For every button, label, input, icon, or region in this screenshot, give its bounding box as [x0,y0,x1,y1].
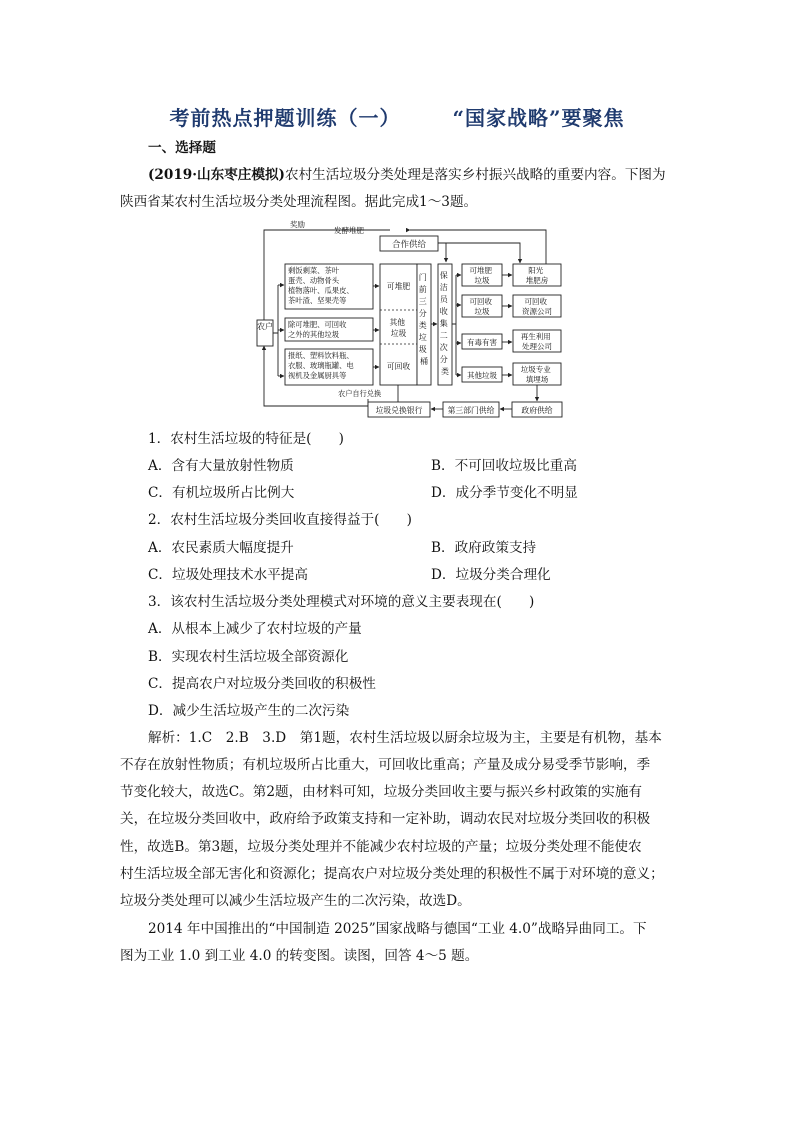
question-1-option-a: A．含有大量放射性物质 [148,458,294,474]
source-box-other-text: 除可堆肥、可回收 之外的其他垃圾 [288,320,347,339]
question-1-option-d: D．成分季节变化不明显 [431,485,578,501]
question-1-stem: 1．农村生活垃圾的特征是( ) [148,431,344,447]
dest-resource-label: 可回收 资源公司 [522,297,552,316]
analysis-line-7: 垃圾分类处理可以减少生活垃圾产生的二次污染，故选D。 [120,893,471,909]
source-box-recyclable-text: 报纸、塑料饮料瓶、 衣服、玻璃瓶罐、电 视机及金属厨具等 [288,351,354,380]
intro-line-2: 陕西省某农村生活垃圾分类处理流程图。据此完成1～3题。 [120,194,478,210]
analysis-line-2: 不存在放射性物质；有机垃圾所占比重大，可回收比重高；产量及成分易受季节影响，季 [120,757,651,773]
title-left: 考前热点押题训练（一） [169,106,401,130]
cat-compostable-label: 可堆肥 垃圾 [469,266,493,285]
dest-recycle-label: 再生利用 处理公司 [520,332,552,351]
question-2-option-c: C．垃圾处理技术水平提高 [148,567,308,583]
dest-landfill-label: 垃圾专业 填埋场 [520,365,551,384]
source-box-organic-text: 剩饭剩菜、茶叶 蛋壳、动物骨头 植物落叶、瓜果皮、 茶叶渣、坚果壳等 [288,266,354,305]
question-1-option-b: B．不可回收垃圾比重高 [431,458,577,474]
question-2-stem: 2．农村生活垃圾分类回收直接得益于( ) [148,512,412,528]
analysis-label: 解析： [148,730,189,746]
cat-other-label: 其他垃圾 [467,371,497,380]
question-3-option-d: D．减少生活垃圾产生的二次污染 [148,703,350,719]
award-label: 奖励 [290,220,305,229]
question-3-stem: 3．该农村生活垃圾分类处理模式对环境的意义主要表现在( ) [148,594,535,610]
third-party-label: 第三部门供给 [447,406,495,415]
bin-recyclable-label: 可回收 [386,362,411,371]
intro-line-1: (2019·山东枣庄模拟)农村生活垃圾分类处理是落实乡村振兴战略的重要内容。下图为 [148,167,666,183]
bin-other-label: 其他 垃圾 [389,318,407,338]
question-2-option-d: D．垃圾分类合理化 [431,567,551,583]
door-bins-label: 门 前 三 分 类 垃 圾 桶 [418,273,428,366]
farmer-label: 农户 [257,322,273,331]
analysis-line-1: 解析：1.C 2.B 3.D 第1题，农村生活垃圾以厨余垃圾为主，主要是有机物，基本 [148,730,662,746]
garbage-bank-label: 垃圾兑换银行 [375,406,423,415]
analysis-line-4: 关，在垃圾分类回收中，政府给予政策支持和一定补助，调动农民对垃圾分类回收的积极 [120,811,651,827]
next-intro-line-2: 图为工业 1.0 到工业 4.0 的转变图。读图，回答 4～5 题。 [120,948,479,964]
question-2-option-b: B．政府政策支持 [431,540,537,556]
question-3-option-c: C．提高农户对垃圾分类回收的积极性 [148,676,376,692]
cat-recyclable-label: 可回收 垃圾 [469,297,493,316]
analysis-line-6: 村生活垃圾全部无害化和资源化；提高农户对垃圾分类处理的积极性不属于对环境的意义； [120,866,664,882]
question-2-option-a: A．农民素质大幅度提升 [148,540,294,556]
question-3-option-a: A．从根本上减少了农村垃圾的产量 [148,621,362,637]
garbage-flow-diagram [250,218,570,422]
dest-solar-label: 阳光 堆肥房 [525,266,549,285]
farmer-exchange-label: 农户自行兑换 [338,389,382,398]
question-1-option-c: C．有机垃圾所占比例大 [148,485,295,501]
section-heading: 一、选择题 [148,140,216,156]
bin-compostable-label: 可堆肥 [386,282,411,291]
question-3-option-b: B．实现农村生活垃圾全部资源化 [148,649,349,665]
intro-source: (2019·山东枣庄模拟) [148,167,285,183]
cat-hazardous-label: 有毒有害 [467,338,497,347]
next-intro-line-1: 2014 年中国推出的“中国制造 2025”国家战略与德国“工业 4.0”战略异曲同工。下 [148,921,647,937]
title-right: “国家战略”要聚焦 [452,106,625,130]
compost-label: 发酵堆肥 [334,226,364,235]
analysis-line-5: 性，故选B。第3题，垃圾分类处理并不能减少农村垃圾的产量；垃圾分类处理不能使农 [120,839,642,855]
cooperative-supply-label: 合作供给 [391,240,427,250]
cleaner-sort-label: 保 洁 员 收 集 二 次 分 类 [439,271,449,376]
page-title [0,102,794,131]
gov-supply-label: 政府供给 [521,406,553,415]
analysis-line-3: 节变化较大，故选C。第2题，由材料可知，垃圾分类回收主要与振兴乡村政策的实施有 [120,784,643,800]
